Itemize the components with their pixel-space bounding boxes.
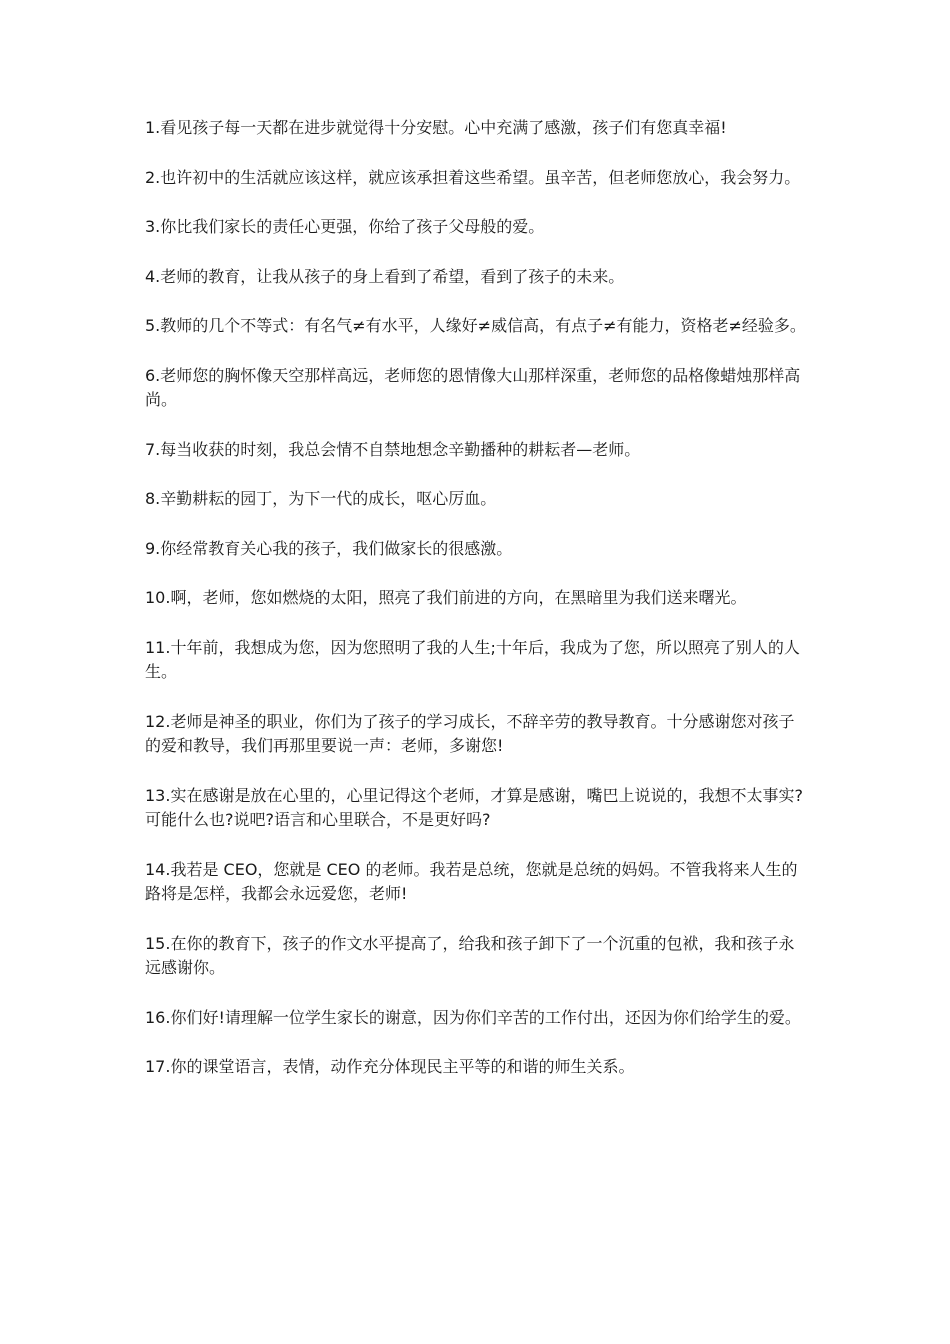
paragraph-15: 15.在你的教育下，孩子的作文水平提高了，给我和孩子卸下了一个沉重的包袱，我和孩子永远感谢你。 [145, 933, 795, 977]
paragraph-1: 1.看见孩子每一天都在进步就觉得十分安慰。心中充满了感激，孩子们有您真幸福! [145, 118, 727, 137]
paragraph-16: 16.你们好!请理解一位学生家长的谢意，因为你们辛苦的工作付出，还因为你们给学生的爱。 [145, 1007, 801, 1027]
paragraph-13: 13.实在感谢是放在心里的，心里记得这个老师，才算是感谢，嘴巴上说说的，我想不太事实?可能什么也?说吧?语言和心里联合，不是更好吗? [145, 785, 803, 829]
paragraph-8: 8.辛勤耕耘的园丁，为下一代的成长，呕心厉血。 [145, 489, 497, 508]
paragraph-9: 9.你经常教育关心我的孩子，我们做家长的很感激。 [145, 538, 513, 558]
document-body [145, 116, 810, 1105]
paragraph-4: 4.老师的教育，让我从孩子的身上看到了希望，看到了孩子的未来。 [145, 266, 625, 286]
paragraph-12: 12.老师是神圣的职业，你们为了孩子的学习成长，不辞辛劳的教导教育。十分感谢您对孩子的爱和教导，我们再那里要说一声：老师，多谢您! [145, 711, 795, 755]
paragraph-5: 5.教师的几个不等式：有名气≠有水平，人缘好≠威信高，有点子≠有能力，资格老≠经验多。 [145, 316, 806, 335]
paragraph-3: 3.你比我们家长的责任心更强，你给了孩子父母般的爱。 [145, 217, 545, 236]
paragraph-14: 14.我若是 CEO，您就是 CEO 的老师。我若是总统，您就是总统的妈妈。不管我将来人生的路将是怎样，我都会永远爱您，老师! [145, 859, 798, 903]
paragraph-6: 6.老师您的胸怀像天空那样高远，老师您的恩情像大山那样深重，老师您的品格像蜡烛那样高尚。 [145, 365, 801, 409]
paragraph-10: 10.啊，老师，您如燃烧的太阳，照亮了我们前进的方向，在黑暗里为我们送来曙光。 [145, 588, 747, 607]
paragraph-2: 2.也许初中的生活就应该这样，就应该承担着这些希望。虽辛苦，但老师您放心，我会努力。 [145, 167, 801, 187]
paragraph-7: 7.每当收获的时刻，我总会情不自禁地想念辛勤播种的耕耘者—老师。 [145, 439, 641, 459]
paragraph-17: 17.你的课堂语言，表情，动作充分体现民主平等的和谐的师生关系。 [145, 1057, 635, 1076]
paragraph-11: 11.十年前，我想成为您，因为您照明了我的人生;十年后，我成为了您，所以照亮了别人的人生。 [145, 637, 800, 681]
